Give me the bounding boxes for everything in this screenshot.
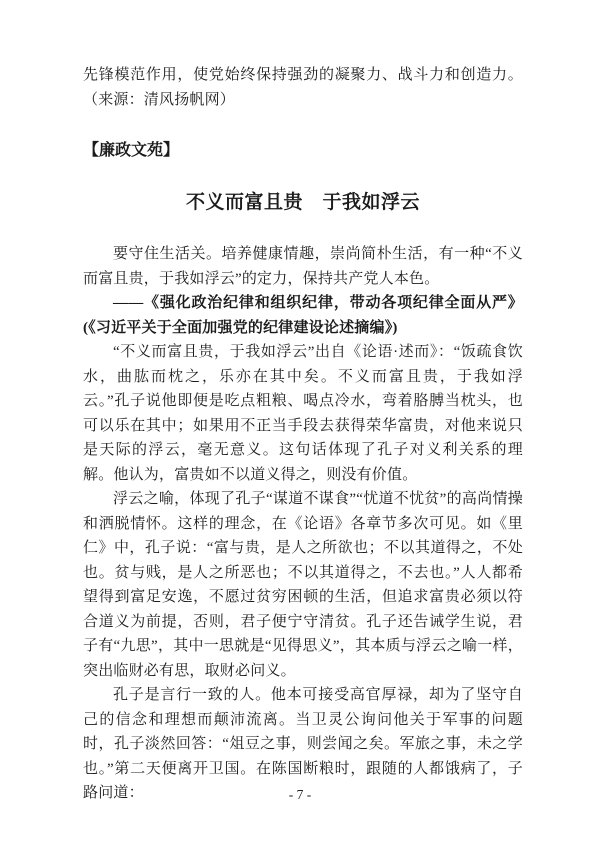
- article-paragraph: 浮云之喻，体现了孔子“谋道不谋食”“忧道不忧贫”的高尚情操和洒脱情怀。这样的理念，在《论语》各章节多次可见。如《里仁》中，孔子说：“富与贵，是人之所欲也；不以其道得之，不处也。贫与贱，是人之所恶也；不以其道得之，不去也。”人人都希望得到富足安逸，不愿过贫穷困顿的生活，但追求富贵必须以符合道义为前提，否则，君子便宁守清贫。孔子还告诫学生说，君子有“九思”，其中一思就是“见得思义”，其本质与浮云之喻一样，突出临财必有思，取财必问义。: [83, 491, 523, 679]
- section-header: 【廉政文苑】: [83, 142, 180, 159]
- article-paragraph: “不义而富且贵，于我如浮云”出自《论语·述而》：“饭疏食饮水，曲肱而枕之，乐亦在其中矣。不义而富且贵，于我如浮云。”孔子说他即便是吃点粗粮、喝点冷水，弯着胳膊当枕头，也可以乐在其中；如果用不正当手段去获得荣华富贵，对他来说只是天际的浮云，毫无意义。这句话体现了孔子对义利关系的理解。他认为，富贵如不以道义得之，则没有价值。: [83, 344, 523, 483]
- page-content: [83, 63, 523, 806]
- article-citation-paragraph: ——《强化政治纪律和组织纪律，带动各项纪律全面从严》(《习近平关于全面加强党的纪律建设论述摘编》): [83, 295, 523, 336]
- page-number: - 7 -: [288, 787, 312, 802]
- article-title: 不义而富且贵 于我如浮云: [185, 192, 420, 213]
- continuation-paragraph: 先锋模范作用，使党始终保持强劲的凝聚力、战斗力和创造力。（来源：清风扬帆网）: [83, 67, 523, 108]
- article-paragraph: 要守住生活关。培养健康情趣，崇尚简朴生活，有一种“不义而富且贵，于我如浮云”的定力，保持共产党人本色。: [83, 246, 523, 287]
- article-paragraph: 孔子是言行一致的人。他本可接受高官厚禄，却为了坚守自己的信念和理想而颠沛流离。当卫灵公询问他关于军事的问题时，孔子淡然回答：“俎豆之事，则尝闻之矣。军旅之事，未之学也。”第二天便离开卫国。在陈国断粮时，跟随的人都饿病了，子路问道：: [83, 687, 523, 801]
